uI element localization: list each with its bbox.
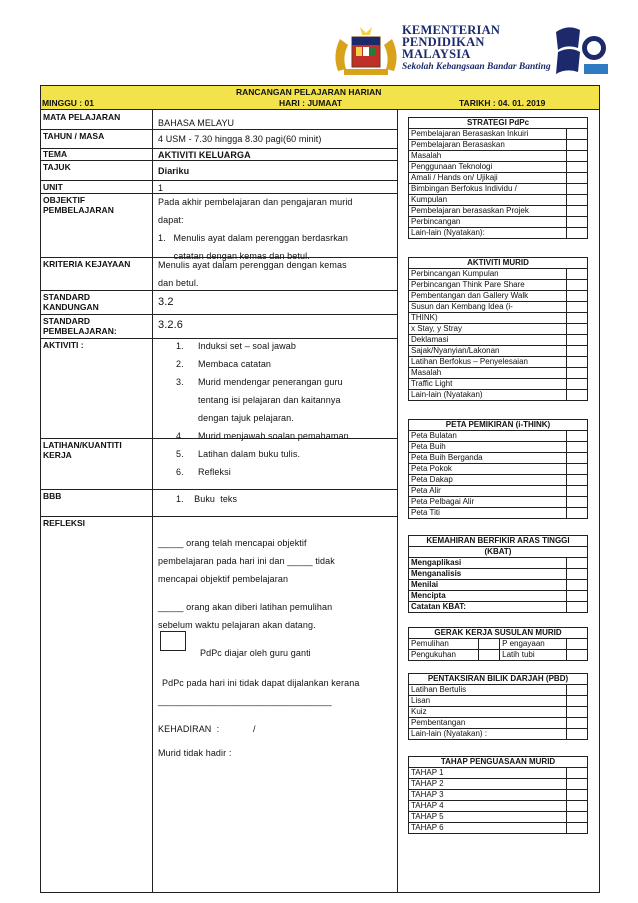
unit-label: UNIT — [43, 182, 63, 192]
pemulihan-checkbox[interactable] — [479, 639, 500, 650]
bbb-value: 1. Buku teks — [176, 494, 238, 504]
kpm-line1: KEMENTERIAN — [402, 23, 501, 37]
aktiviti_murid-checkbox[interactable] — [567, 280, 588, 291]
row-divider — [40, 180, 397, 181]
aktiviti-item — [176, 409, 351, 427]
objektif-label-line: OBJEKTIF — [43, 195, 86, 205]
aktiviti-text: dengan tajuk pelajaran. — [198, 413, 294, 423]
tahun-masa-label: TAHUN / MASA — [43, 131, 105, 141]
refleksi-line: _____ orang telah mencapai objektif — [158, 538, 307, 548]
strategi-checkbox[interactable] — [567, 129, 588, 140]
tarikh-label: TARIKH : 04. 01. 2019 — [459, 98, 546, 108]
latihan-label-line: KERJA — [43, 450, 72, 460]
kbat-checkbox[interactable] — [567, 602, 588, 613]
pbd-checkbox[interactable] — [567, 729, 588, 740]
kriteria-label: KRITERIA KEJAYAAN — [43, 259, 131, 269]
aktiviti-item — [176, 445, 351, 463]
strategi-item: Penggunaan Teknologi — [409, 162, 567, 173]
gerak-kerja-title: GERAK KERJA SUSULAN MURID — [409, 628, 588, 639]
aktiviti-ordered-list — [176, 337, 351, 481]
aktiviti_murid-item: x Stay, y Stray — [409, 324, 567, 335]
strategi-item: Pembelajaran berasaskan Projek — [409, 206, 567, 217]
kbat-item: Mencipta — [409, 591, 567, 602]
strategi-item: Pembelajaran Berasaskan — [409, 140, 567, 151]
aktiviti-label: AKTIVITI : — [43, 340, 84, 350]
kbat-item: Menilai — [409, 580, 567, 591]
column-divider — [397, 110, 398, 893]
strategi-checkbox[interactable] — [567, 206, 588, 217]
murid-tidak-hadir-line: Murid tidak hadir : — [158, 748, 232, 758]
aktiviti-murid-table — [408, 257, 588, 401]
tahap-checkbox[interactable] — [567, 823, 588, 834]
aktiviti_murid-item: Lain-lain (Nyatakan) — [409, 390, 567, 401]
aktiviti_murid-checkbox[interactable] — [567, 335, 588, 346]
refleksi-label: REFLEKSI — [43, 518, 86, 528]
aktiviti_murid-checkbox[interactable] — [567, 313, 588, 324]
strategi-checkbox[interactable] — [567, 228, 588, 239]
aktiviti_murid-item: Latihan Berfokus – Penyelesaian — [409, 357, 567, 368]
pbd-item: Pembentangan — [409, 718, 567, 729]
ithink-checkbox[interactable] — [567, 497, 588, 508]
mata-pelajaran-value: BAHASA MELAYU — [158, 118, 235, 128]
aktiviti_murid-checkbox[interactable] — [567, 324, 588, 335]
unit-value: 1 — [158, 183, 164, 193]
tahap-checkbox[interactable] — [567, 801, 588, 812]
aktiviti_murid-item: Pembentangan dan Gallery Walk — [409, 291, 567, 302]
kbat-item: Menganalisis — [409, 569, 567, 580]
latihan-label — [43, 440, 122, 460]
tajuk-label: TAJUK — [43, 162, 71, 172]
gerak-kerja-table — [408, 627, 588, 661]
ithink-item: Peta Dakap — [409, 475, 567, 486]
kbat-checkbox[interactable] — [567, 580, 588, 591]
pengayaan-checkbox[interactable] — [567, 639, 588, 650]
aktiviti-text: Murid menjawab soalan pemahaman. — [198, 431, 352, 441]
tahap-checkbox[interactable] — [567, 812, 588, 823]
hari-label: HARI : JUMAAT — [279, 98, 343, 108]
strategi-item: Amali / Hands on/ Ujikaji — [409, 173, 567, 184]
ithink-item: Peta Buih Berganda — [409, 453, 567, 464]
pbd-title: PENTAKSIRAN BILIK DARJAH (PBD) — [409, 674, 588, 685]
tahap-title: TAHAP PENGUASAAN MURID — [409, 757, 588, 768]
aktiviti_murid-item: Masalah — [409, 368, 567, 379]
school-logo — [552, 22, 610, 80]
minggu-label: MINGGU : 01 — [42, 98, 94, 108]
aktiviti-number: 3. — [176, 377, 184, 387]
kriteria-line: Menulis ayat dalam perenggan dengan kemas — [158, 260, 347, 270]
kpm-wordmark — [402, 24, 551, 72]
standard-pembelajaran-value: 3.2.6 — [158, 319, 183, 331]
aktiviti_murid-checkbox[interactable] — [567, 346, 588, 357]
aktiviti_murid-checkbox[interactable] — [567, 368, 588, 379]
strategi-checkbox[interactable] — [567, 140, 588, 151]
aktiviti_murid-checkbox[interactable] — [567, 357, 588, 368]
refleksi-line: pembelajaran pada hari ini dan _____ tidak — [158, 556, 335, 566]
plan-title: RANCANGAN PELAJARAN HARIAN — [236, 87, 382, 97]
sk-label-line: STANDARD — [43, 292, 91, 302]
ithink-item: Peta Titi — [409, 508, 567, 519]
aktiviti_murid-item: THINK) — [409, 313, 567, 324]
ithink-title: PETA PEMIKIRAN (i-THINK) — [409, 420, 588, 431]
pbd-checkbox[interactable] — [567, 707, 588, 718]
kehadiran-line: KEHADIRAN : / — [158, 724, 256, 734]
tahap-checkbox[interactable] — [567, 779, 588, 790]
aktiviti-item — [176, 337, 351, 355]
kbat-checkbox[interactable] — [567, 558, 588, 569]
ithink-checkbox[interactable] — [567, 464, 588, 475]
aktiviti-item — [176, 373, 351, 391]
strategi-item: Perbincangan — [409, 217, 567, 228]
bbb-label: BBB — [43, 491, 62, 501]
aktiviti-number: 5. — [176, 449, 184, 459]
aktiviti_murid-item: Sajak/Nyanyian/Lakonan — [409, 346, 567, 357]
strategi-checkbox[interactable] — [567, 162, 588, 173]
strategi-title: STRATEGI PdPc — [409, 118, 588, 129]
refleksi-line: mencapai objektif pembelajaran — [158, 574, 289, 584]
aktiviti-item — [176, 391, 351, 409]
strategi-checkbox[interactable] — [567, 173, 588, 184]
aktiviti-list — [176, 337, 351, 481]
tahap-checkbox[interactable] — [567, 790, 588, 801]
strategi-item: Bimbingan Berfokus Individu / — [409, 184, 567, 195]
strategi-item: Masalah — [409, 151, 567, 162]
kbat-checkbox[interactable] — [567, 569, 588, 580]
standard-pembelajaran-label — [43, 316, 117, 336]
pemulihan-label: Pemulihan — [409, 639, 479, 650]
latihan-label-line: LATIHAN/KUANTITI — [43, 440, 122, 450]
aktiviti_murid-item: Susun dan Kembang Idea (i- — [409, 302, 567, 313]
row-divider — [40, 516, 397, 517]
standard-kandungan-label — [43, 292, 99, 312]
aktiviti_murid-title: AKTIVITI MURID — [409, 258, 588, 269]
strategi-checkbox[interactable] — [567, 184, 588, 195]
tahap-table — [408, 756, 588, 834]
ithink-checkbox[interactable] — [567, 508, 588, 519]
tahap-item: TAHAP 5 — [409, 812, 567, 823]
strategi-checkbox[interactable] — [567, 151, 588, 162]
aktiviti-item — [176, 463, 351, 481]
aktiviti-item — [176, 355, 351, 373]
sk-label-line: KANDUNGAN — [43, 302, 99, 312]
aktiviti_murid-checkbox[interactable] — [567, 269, 588, 280]
aktiviti-number: 4. — [176, 431, 184, 441]
aktiviti_murid-item: Deklamasi — [409, 335, 567, 346]
ithink-table — [408, 419, 588, 519]
aktiviti-number: 2. — [176, 359, 184, 369]
ithink-checkbox[interactable] — [567, 442, 588, 453]
pbd-item: Kuiz — [409, 707, 567, 718]
kpm-line2: PENDIDIKAN — [402, 35, 485, 49]
malaysia-crest-logo — [330, 25, 402, 79]
kriteria-value — [158, 256, 347, 292]
standard-kandungan-value: 3.2 — [158, 296, 174, 308]
strategi-checkbox[interactable] — [567, 195, 588, 206]
strategi-checkbox[interactable] — [567, 217, 588, 228]
aktiviti-text: Murid mendengar penerangan guru — [198, 377, 343, 387]
kriteria-line: dan betul. — [158, 278, 199, 288]
pbd-item: Lisan — [409, 696, 567, 707]
tahap-item: TAHAP 3 — [409, 790, 567, 801]
aktiviti-text: tentang isi pelajaran dan kaitannya — [198, 395, 341, 405]
aktiviti_murid-item: Perbincangan Kumpulan — [409, 269, 567, 280]
objektif-label — [43, 195, 114, 215]
ithink-checkbox[interactable] — [567, 475, 588, 486]
objektif-line: 1. Menulis ayat dalam perenggan berdasrkan — [158, 233, 349, 243]
mata-pelajaran-label: MATA PELAJARAN — [43, 112, 121, 122]
guru-ganti-line: PdPc diajar oleh guru ganti — [200, 648, 311, 658]
ithink-item: Peta Alir — [409, 486, 567, 497]
tahap-item: TAHAP 2 — [409, 779, 567, 790]
pbd-checkbox[interactable] — [567, 718, 588, 729]
aktiviti_murid-checkbox[interactable] — [567, 379, 588, 390]
guru-ganti-checkbox[interactable] — [160, 631, 186, 651]
pengukuhan-label: Pengukuhan — [409, 650, 479, 661]
refleksi-line: __________________________________ — [158, 696, 332, 706]
title-bar — [40, 85, 600, 110]
sp-label-line: STANDARD — [43, 316, 91, 326]
tema-label: TEMA — [43, 149, 68, 159]
pengukuhan-checkbox[interactable] — [479, 650, 500, 661]
tajuk-value: Diariku — [158, 166, 190, 176]
sp-label-line: PEMBELAJARAN: — [43, 326, 117, 336]
objektif-line: dapat: — [158, 215, 184, 225]
ithink-item: Peta Pelbagai Alir — [409, 497, 567, 508]
aktiviti_murid-checkbox[interactable] — [567, 302, 588, 313]
kbat-item: Catatan KBAT: — [409, 602, 567, 613]
aktiviti_murid-checkbox[interactable] — [567, 390, 588, 401]
ithink-item: Peta Pokok — [409, 464, 567, 475]
objektif-value — [158, 193, 353, 265]
refleksi-line: _____ orang akan diberi latihan pemulihan — [158, 602, 333, 612]
aktiviti_murid-checkbox[interactable] — [567, 291, 588, 302]
kbat-item: Mengaplikasi — [409, 558, 567, 569]
aktiviti_murid-item: Traffic Light — [409, 379, 567, 390]
pbd-table — [408, 673, 588, 740]
aktiviti-text: Latihan dalam buku tulis. — [198, 449, 301, 459]
aktiviti-number: 1. — [176, 341, 184, 351]
refleksi-value — [158, 534, 359, 762]
pbd-item: Latihan Bertulis — [409, 685, 567, 696]
aktiviti_murid-item: Perbincangan Think Pare Share — [409, 280, 567, 291]
tahap-item: TAHAP 6 — [409, 823, 567, 834]
refleksi-line: PdPc pada hari ini tidak dapat dijalankan kerana — [162, 678, 360, 688]
ithink-item: Peta Buih — [409, 442, 567, 453]
row-divider — [40, 314, 397, 315]
kbat-checkbox[interactable] — [567, 591, 588, 602]
column-divider — [152, 110, 153, 893]
tahap-item: TAHAP 1 — [409, 768, 567, 779]
aktiviti-text: Refleksi — [198, 467, 231, 477]
aktiviti-text: Induksi set – soal jawab — [198, 341, 296, 351]
tahun-masa-value: 4 USM - 7.30 hingga 8.30 pagi(60 minit) — [158, 134, 322, 144]
school-name: Sekolah Kebangsaan Bandar Banting — [402, 62, 551, 72]
tahap-item: TAHAP 4 — [409, 801, 567, 812]
kbat-title: KEMAHIRAN BERFIKIR ARAS TINGGI — [409, 536, 588, 547]
strategi-item: Kumpulan — [409, 195, 567, 206]
strategi-item: Pembelajaran Berasaskan Inkuiri — [409, 129, 567, 140]
objektif-line: Pada akhir pembelajaran dan pengajaran murid — [158, 197, 353, 207]
ithink-checkbox[interactable] — [567, 431, 588, 442]
strategi-table — [408, 117, 588, 239]
objektif-label-line: PEMBELAJARAN — [43, 205, 114, 215]
tema-value: AKTIVITI KELUARGA — [158, 150, 251, 160]
pengayaan-label: P engayaan — [500, 639, 567, 650]
ithink-item: Peta Bulatan — [409, 431, 567, 442]
pbd-checkbox[interactable] — [567, 685, 588, 696]
ithink-checkbox[interactable] — [567, 486, 588, 497]
kpm-line3: MALAYSIA — [402, 47, 471, 61]
kbat-table — [408, 535, 588, 613]
objektif-line: catatan dengan kemas dan betul. — [158, 251, 310, 261]
strategi-item: Lain-lain (Nyatakan): — [409, 228, 567, 239]
pbd-checkbox[interactable] — [567, 696, 588, 707]
aktiviti-text: Membaca catatan — [198, 359, 272, 369]
latih-tubi-label: Latih tubi — [500, 650, 567, 661]
refleksi-line: sebelum waktu pelajaran akan datang. — [158, 620, 316, 630]
latih-tubi-checkbox[interactable] — [567, 650, 588, 661]
pbd-item: Lain-lain (Nyatakan) : — [409, 729, 567, 740]
tahap-checkbox[interactable] — [567, 768, 588, 779]
aktiviti-number: 6. — [176, 467, 184, 477]
kbat-title: (KBAT) — [409, 547, 588, 558]
ithink-checkbox[interactable] — [567, 453, 588, 464]
aktiviti-item — [176, 427, 351, 445]
